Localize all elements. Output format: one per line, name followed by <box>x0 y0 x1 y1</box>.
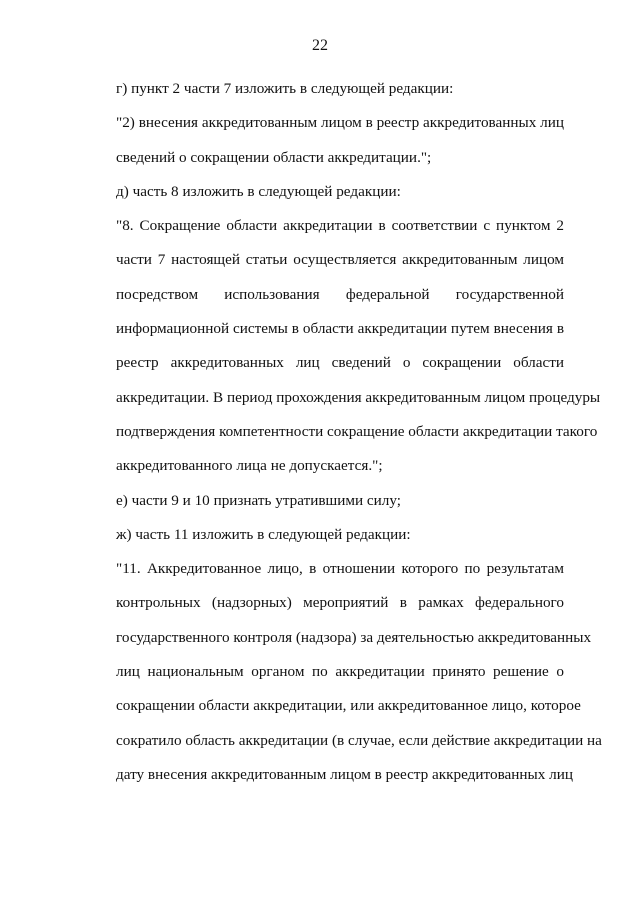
paragraph <box>76 175 564 209</box>
text-line: контрольных (надзорных) мероприятий в рамках федерального <box>116 594 564 612</box>
paragraph <box>76 518 564 552</box>
text-line: посредством использования федеральной государственной <box>116 285 564 303</box>
text-line: сокращении области аккредитации, или аккредитованное лицо, которое <box>116 697 581 715</box>
paragraph <box>76 552 602 792</box>
text-line: ж) часть 11 изложить в следующей редакции: <box>116 525 411 543</box>
text-line: г) пункт 2 части 7 изложить в следующей редакции: <box>116 80 454 97</box>
paragraph <box>76 484 564 518</box>
text-line: "11. Аккредитованное лицо, в отношении которого по результатам <box>116 560 564 578</box>
text-line: части 7 настоящей статьи осуществляется аккредитованным лицом <box>116 251 564 269</box>
document-body <box>76 72 602 792</box>
text-line: "2) внесения аккредитованным лицом в реестр аккредитованных лиц <box>116 114 564 132</box>
text-line: сведений о сокращении области аккредитации."; <box>116 148 432 166</box>
text-line: сократило область аккредитации (в случае, если действие аккредитации на <box>116 731 602 749</box>
text-line: подтверждения компетентности сокращение области аккредитации такого <box>116 422 598 440</box>
text-line: аккредитованного лица не допускается."; <box>116 457 383 475</box>
text-line: лиц национальным органом по аккредитации принято решение о <box>116 663 564 681</box>
text-line: е) части 9 и 10 признать утратившими силу; <box>116 491 401 509</box>
text-line: дату внесения аккредитованным лицом в реестр аккредитованных лиц <box>116 765 573 783</box>
paragraph <box>76 209 601 483</box>
text-line: информационной системы в области аккредитации путем внесения в <box>116 320 564 338</box>
text-line: "8. Сокращение области аккредитации в соответствии с пунктом 2 <box>116 217 564 235</box>
text-line: государственного контроля (надзора) за деятельностью аккредитованных <box>116 628 592 646</box>
text-line: реестр аккредитованных лиц сведений о сокращении области <box>116 354 564 372</box>
paragraph <box>76 106 564 175</box>
page-number: 22 <box>312 37 328 54</box>
text-line: аккредитации. В период прохождения аккредитованным лицом процедуры <box>116 388 601 406</box>
paragraph <box>76 72 564 106</box>
text-line: д) часть 8 изложить в следующей редакции: <box>116 182 401 200</box>
